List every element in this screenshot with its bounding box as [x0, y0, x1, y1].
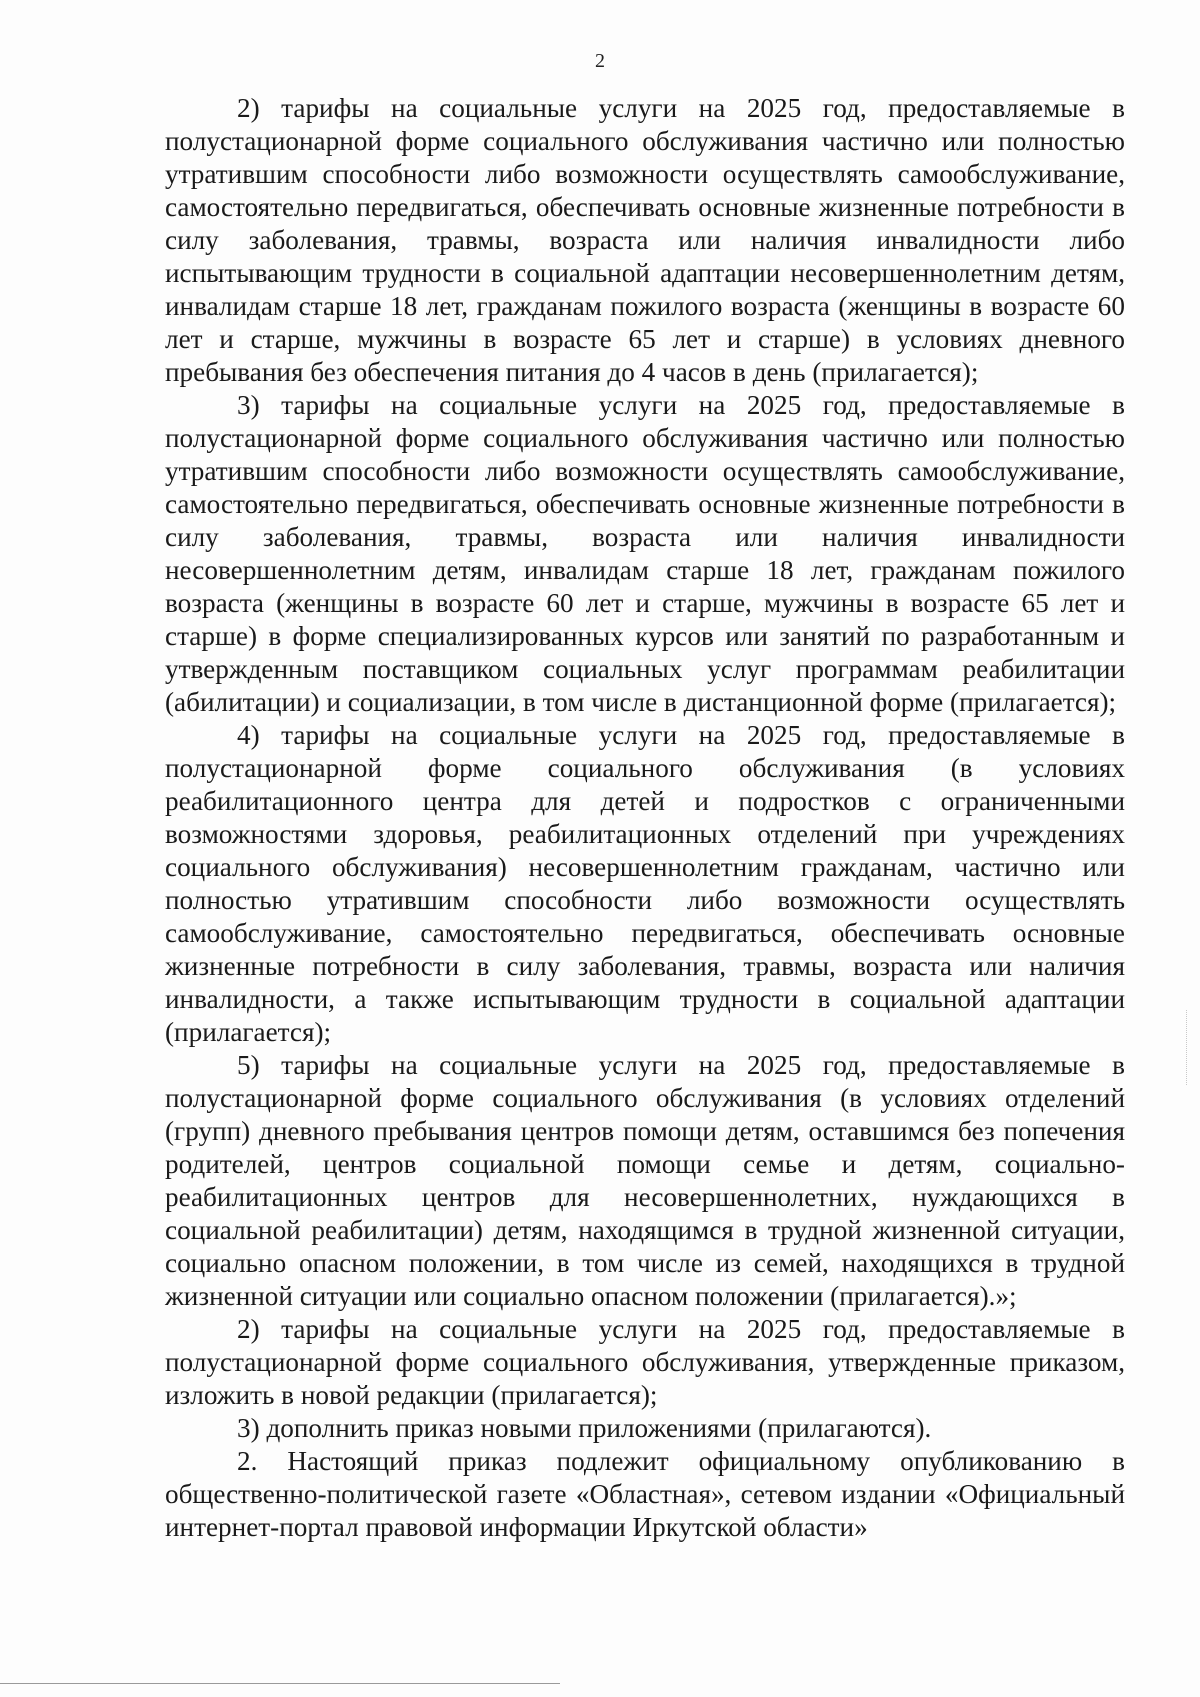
paragraph-amend-tariffs: 2) тарифы на социальные услуги на 2025 год, предоставляемые в полустационарной форме социального обслуживания, утвержденные приказом, изложить в новой редакции (прилагается);	[165, 1314, 1125, 1410]
page-number: 2	[595, 50, 605, 72]
paragraph-item-2-tariffs-day-stay: 2) тарифы на социальные услуги на 2025 год, предоставляемые в полустационарной форме социального обслуживания частично или полностью утратившим способности либо возможности осуществлять самообслуживание, самостоятельно передвигаться, обеспечивать основные жизненные потребности в силу заболевания, травмы, возраста или наличия инвалидности либо испытывающим трудности в социальной адаптации несовершеннолетним детям, инвалидам старше 18 лет, гражданам пожилого возраста (женщины в возрасте 60 лет и старше, мужчины в возрасте 65 лет и старше) в условиях дневного пребывания без обеспечения питания до 4 часов в день (прилагается);	[165, 93, 1125, 387]
paragraph-item-3-tariffs-courses: 3) тарифы на социальные услуги на 2025 год, предоставляемые в полустационарной форме социального обслуживания частично или полностью утратившим способности либо возможности осуществлять самообслуживание, самостоятельно передвигаться, обеспечивать основные жизненные потребности в силу заболевания, травмы, возраста или наличия инвалидности несовершеннолетним детям, инвалидам старше 18 лет, гражданам пожилого возраста (женщины в возрасте 60 лет и старше, мужчины в возрасте 65 лет и старше) в форме специализированных курсов или занятий по разработанным и утвержденным поставщиком социальных услуг программам реабилитации (абилитации) и социализации, в том числе в дистанционной форме (прилагается);	[165, 390, 1125, 717]
scan-artifact	[1186, 1010, 1188, 1085]
paragraph-publication: 2. Настоящий приказ подлежит официальному опубликованию в общественно-политической газете «Областная», сетевом издании «Официальный интернет-портал правовой информации Иркутской области»	[165, 1446, 1125, 1542]
paragraph-add-appendices: 3) дополнить приказ новыми приложениями (прилагаются).	[237, 1413, 932, 1443]
paragraph-item-4-tariffs-rehab-center: 4) тарифы на социальные услуги на 2025 год, предоставляемые в полустационарной форме социального обслуживания (в условиях реабилитационного центра для детей и подростков с ограниченными возможностями здоровья, реабилитационных отделений при учреждениях социального обслуживания) несовершеннолетним гражданам, частично или полностью утратившим способности либо возможности осуществлять самообслуживание, самостоятельно передвигаться, обеспечивать основные жизненные потребности в силу заболевания, травмы, возраста или наличия инвалидности, а также испытывающим трудности в социальной адаптации (прилагается);	[165, 720, 1125, 1047]
footer-divider	[0, 1683, 560, 1684]
paragraph-item-5-tariffs-children: 5) тарифы на социальные услуги на 2025 год, предоставляемые в полустационарной форме социального обслуживания (в условиях отделений (групп) дневного пребывания центров помощи детям, оставшимся без попечения родителей, центров социальной помощи семье и детям, социально-реабилитационных центров для несовершеннолетних, нуждающихся в социальной реабилитации) детям, находящимся в трудной жизненной ситуации, социально опасном положении, в том числе из семей, находящихся в трудной жизненной ситуации или социально опасном положении (прилагается).»;	[165, 1050, 1125, 1311]
document-body	[165, 92, 1125, 1544]
